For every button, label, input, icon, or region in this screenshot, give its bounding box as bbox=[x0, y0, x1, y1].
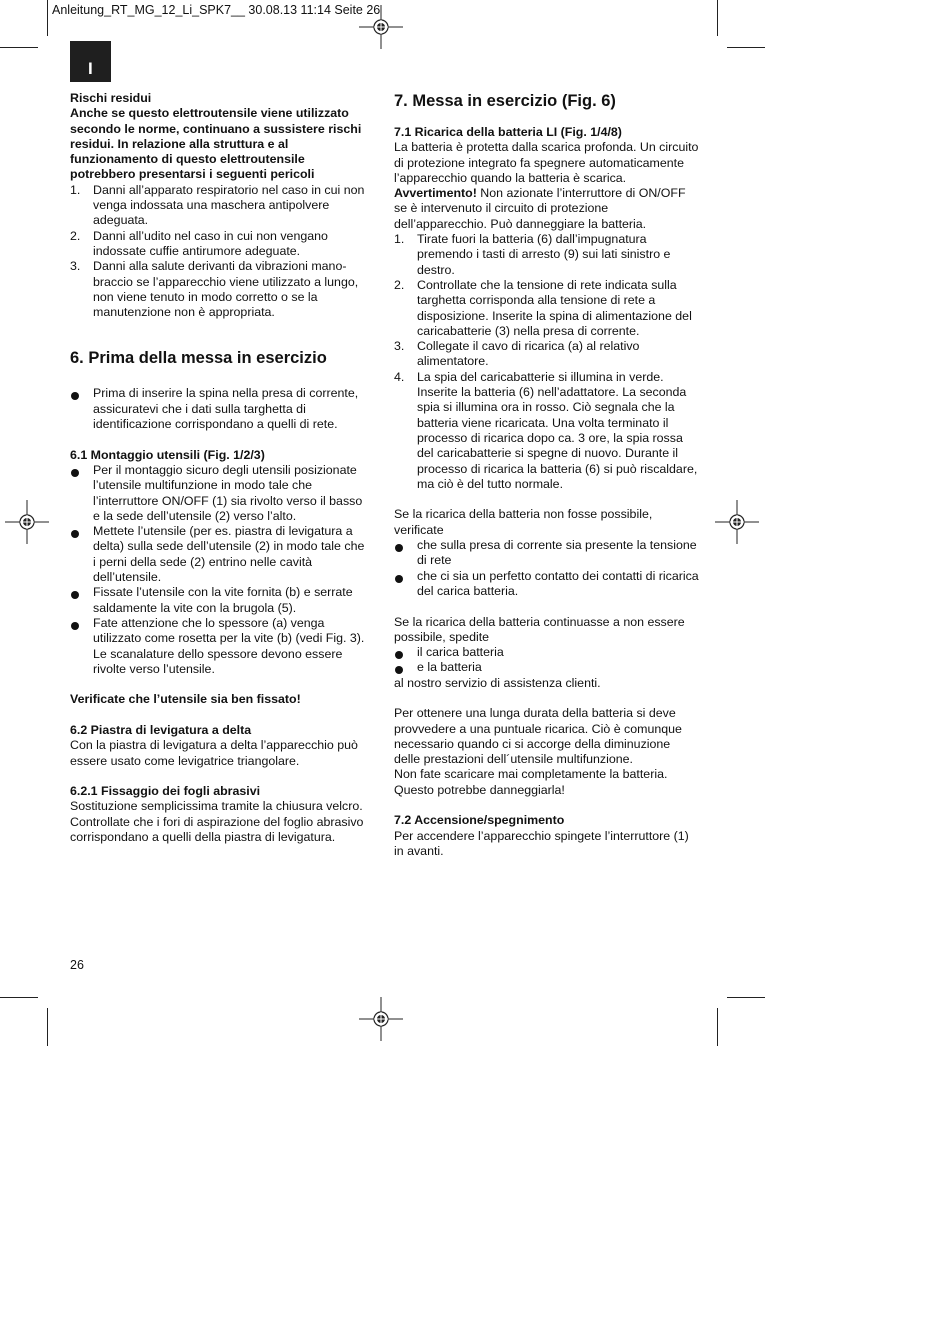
list-item-text: Danni alla salute derivanti da vibrazioni mano-braccio se l’apparecchio viene utilizzato a lungo, non viene tenuto in modo corretto o se la manutenzione non è appropriata. bbox=[93, 259, 359, 320]
section-6-2-1-text: Sostituzione semplicissima tramite la chiusura velcro. Controllate che i fori di aspirazione del foglio abrasivo corrispondano a quelli della piastra di levigatura. bbox=[70, 799, 364, 845]
list-item bbox=[394, 339, 699, 370]
registration-mark-bottom-icon bbox=[359, 997, 403, 1041]
bullet-icon bbox=[395, 544, 403, 552]
list-item bbox=[70, 229, 370, 260]
list-item-text: Mettete l’utensile (per es. piastra di levigatura a delta) sulla sede dell’utensile (2) in modo tale che i perni della sede (2) entrino nelle cavità dell’utensile. bbox=[93, 524, 365, 585]
section-6-2-text: Con la piastra di levigatura a delta l’apparecchio può essere usato come levigatrice triangolare. bbox=[70, 738, 358, 768]
verify-intro: Se la ricarica della batteria non fosse possibile, verificate bbox=[394, 507, 653, 537]
list-number: 3. bbox=[70, 259, 81, 274]
list-item bbox=[70, 259, 370, 320]
list-item-text: che ci sia un perfetto contatto dei contatti di ricarica del carica batteria. bbox=[417, 568, 699, 598]
section-6-title: 6. Prima della messa in esercizio bbox=[70, 349, 327, 368]
discharge-warning: Non fate scaricare mai completamente la batteria. Questo potrebbe danneggiarla! bbox=[394, 767, 668, 797]
bullet-icon bbox=[71, 530, 79, 538]
list-item-text: Fissate l’utensile con la vite fornita (b) e serrate saldamente la vite con la brugola (5). bbox=[93, 585, 353, 615]
language-tab bbox=[70, 41, 111, 82]
section-6-intro-list bbox=[70, 386, 370, 432]
list-item-text: il carica batteria bbox=[417, 645, 504, 660]
list-item-text: Danni all’apparato respiratorio nel caso in cui non venga indossata una maschera antipolvere adeguata. bbox=[93, 182, 365, 228]
send-list bbox=[394, 645, 699, 676]
list-number: 2. bbox=[70, 228, 81, 243]
left-column bbox=[70, 91, 370, 845]
durability-text: Per ottenere una lunga durata della batteria si deve provvedere a una puntuale ricarica. Ciò è comunque necessario quando ci si accorge della diminuzione delle prestazioni dell´utensile multifunzione. bbox=[394, 706, 682, 767]
crop-mark-bottom-right-v bbox=[717, 1008, 718, 1046]
send-intro: Se la ricarica della batteria continuasse a non essere possibile, spedite bbox=[394, 614, 685, 644]
list-item bbox=[394, 569, 699, 600]
language-tab-label: I bbox=[88, 59, 93, 78]
registration-mark-right-icon bbox=[715, 500, 759, 544]
section-6-2-title: 6.2 Piastra di levigatura a delta bbox=[70, 722, 252, 737]
bullet-icon bbox=[71, 591, 79, 599]
list-item bbox=[70, 585, 370, 616]
bullet-icon bbox=[395, 575, 403, 583]
section-7-2-title: 7.2 Accensione/spegnimento bbox=[394, 813, 565, 828]
registration-mark-left-icon bbox=[5, 500, 49, 544]
section-7-1-text: La batteria è protetta dalla scarica profonda. Un circuito di protezione integrato fa spegnere automaticamente l’apparecchio quando la batteria è scarica. bbox=[394, 140, 699, 185]
list-item-text: Fate attenzione che lo spessore (a) venga utilizzato come rosetta per la vite (b) (vedi Fig. 3). Le scanalature dello spessore devono essere rivolte verso l’utensile. bbox=[93, 615, 365, 676]
crop-mark-bottom-right-h bbox=[727, 997, 765, 998]
bullet-icon bbox=[395, 666, 403, 674]
print-slug: Anleitung_RT_MG_12_Li_SPK7__ 30.08.13 11:14 Seite 26 bbox=[52, 3, 381, 17]
list-number: 2. bbox=[394, 277, 405, 292]
list-item-text: Tirate fuori la batteria (6) dall’impugnatura premendo i tasti di arresto (9) sui lati sinistro e destro. bbox=[417, 232, 671, 277]
list-item bbox=[394, 538, 699, 569]
list-item bbox=[394, 660, 699, 675]
section-7-1-title: 7.1 Ricarica della batteria LI (Fig. 1/4/8) bbox=[394, 125, 622, 139]
list-number: 3. bbox=[394, 339, 405, 354]
section-6-2-1-title: 6.2.1 Fissaggio dei fogli abrasivi bbox=[70, 784, 261, 799]
list-item bbox=[70, 386, 370, 432]
tool-check-note: Verificate che l’utensile sia ben fissato! bbox=[70, 692, 301, 707]
section-7-title: 7. Messa in esercizio (Fig. 6) bbox=[394, 92, 616, 110]
list-number: 4. bbox=[394, 369, 405, 384]
warning-paragraph bbox=[394, 186, 699, 232]
warning-text: Non azionate l’interruttore di ON/OFF se è intervenuto il circuito di protezione dell’apparecchio. Può danneggiare la batteria. bbox=[394, 186, 686, 231]
crop-mark-bottom-left-v bbox=[47, 1008, 48, 1046]
page-number: 26 bbox=[70, 958, 84, 972]
crop-mark-top-right-v bbox=[717, 0, 718, 36]
registration-mark-top-icon bbox=[359, 5, 403, 49]
list-item-text: e la batteria bbox=[417, 660, 482, 675]
send-outro: al nostro servizio di assistenza clienti. bbox=[394, 675, 601, 690]
section-6-1-list bbox=[70, 463, 370, 677]
list-item-text: che sulla presa di corrente sia presente la tensione di rete bbox=[417, 538, 697, 568]
list-item-text: Prima di inserire la spina nella presa di corrente, assicuratevi che i dati sulla targhetta di identificazione corrispondano a quelli di rete. bbox=[93, 386, 359, 432]
right-column bbox=[394, 91, 699, 859]
list-number: 1. bbox=[70, 182, 81, 197]
list-item bbox=[70, 183, 370, 229]
list-item-text: Controllate che la tensione di rete indicata sulla targhetta corrisponda alla tensione di rete a disposizione. Inserite la spina di alimentazione del caricabatterie (3) nella presa di corrente. bbox=[417, 277, 692, 338]
verify-list bbox=[394, 538, 699, 599]
list-item-text: Per il montaggio sicuro degli utensili posizionate l’utensile multifunzione in modo tale che l’interruttore ON/OFF (1) sia rivolto verso il basso e la sede dell’utensile (2) verso l’alto. bbox=[93, 462, 363, 523]
list-item bbox=[70, 524, 370, 585]
crop-mark-top-right-h bbox=[727, 47, 765, 48]
bullet-icon bbox=[71, 392, 79, 400]
crop-mark-bottom-left-h bbox=[0, 997, 38, 998]
list-item-text: La spia del caricabatterie si illumina in verde. Inserite la batteria (6) nell’adattatore. La seconda spia si illumina ora in rosso. Ciò segnala che la batteria viene ricaricata. Una volta terminato il processo di ricarica dopo ca. 3 ore, la spia rossa del caricabatterie si spegne di nuovo. Durante il processo di ricarica la batteria (6) si può riscaldare, ma ciò è del tutto normale. bbox=[417, 369, 698, 491]
bullet-icon bbox=[395, 651, 403, 659]
residual-risks-intro: Anche se questo elettroutensile viene utilizzato secondo le norme, continuano a sussistere rischi residui. In relazione alla struttura e al funzionamento di questo elettroutensile potrebbero presentarsi i seguenti pericoli bbox=[70, 106, 362, 182]
list-item bbox=[394, 232, 699, 278]
list-item bbox=[70, 616, 370, 677]
crop-mark-top-left-h bbox=[0, 47, 38, 48]
list-item bbox=[394, 645, 699, 660]
bullet-icon bbox=[71, 469, 79, 477]
warning-label: Avvertimento! bbox=[394, 186, 477, 201]
list-item bbox=[394, 278, 699, 339]
section-7-2-text: Per accendere l’apparecchio spingete l’interruttore (1) in avanti. bbox=[394, 828, 689, 858]
charging-steps-list bbox=[394, 232, 699, 492]
bullet-icon bbox=[71, 622, 79, 630]
list-item-text: Collegate il cavo di ricarica (a) al relativo alimentatore. bbox=[417, 339, 640, 369]
list-item-text: Danni all’udito nel caso in cui non vengano indossate cuffie antirumore adeguate. bbox=[93, 228, 328, 258]
crop-mark-top-left-v bbox=[47, 0, 48, 36]
list-item bbox=[394, 370, 699, 492]
list-number: 1. bbox=[394, 232, 405, 247]
list-item bbox=[70, 463, 370, 524]
residual-risks-title: Rischi residui bbox=[70, 91, 152, 105]
residual-risks-list bbox=[70, 183, 370, 321]
section-6-1-title: 6.1 Montaggio utensili (Fig. 1/2/3) bbox=[70, 447, 265, 462]
